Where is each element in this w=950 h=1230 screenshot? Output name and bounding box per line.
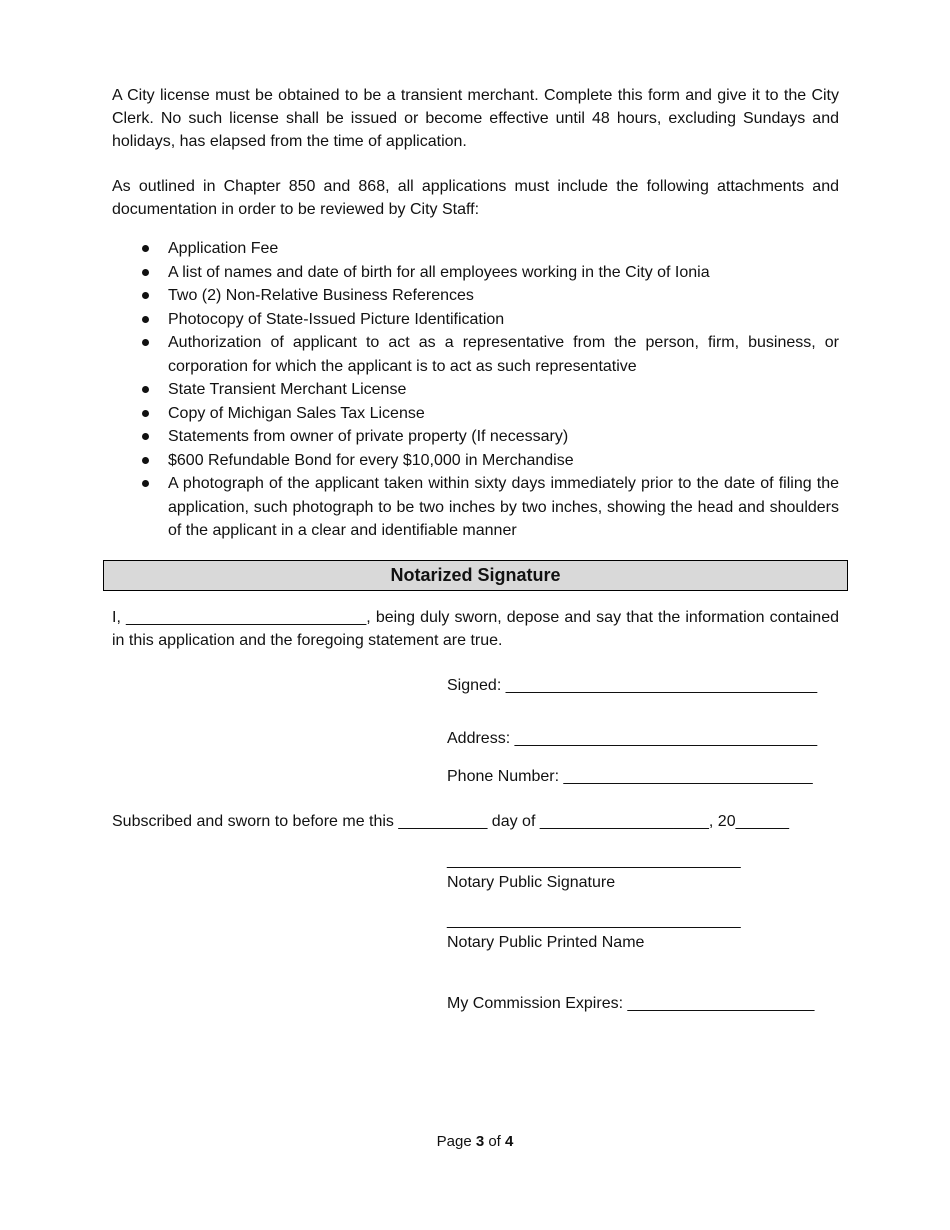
- list-item: $600 Refundable Bond for every $10,000 in Merchandise: [112, 449, 839, 473]
- signed-field[interactable]: Signed: ___________________________________: [447, 677, 818, 694]
- page-total: 4: [505, 1133, 514, 1150]
- requirements-list: [112, 237, 839, 543]
- footer-of: of: [484, 1133, 506, 1150]
- phone-number-field[interactable]: Phone Number: ____________________________: [447, 768, 813, 785]
- list-item: Two (2) Non-Relative Business References: [112, 284, 839, 308]
- page-footer: [0, 1132, 950, 1152]
- requirements-intro: As outlined in Chapter 850 and 868, all applications must include the following attachments and documentation in order to be reviewed by City Staff:: [112, 178, 839, 218]
- list-item: A photograph of the applicant taken within sixty days immediately prior to the date of filing the application, such photograph to be two inches by two inches, showing the head and shoulders of the applicant in a clear and identifiable manner: [112, 472, 839, 543]
- page-number: 3: [475, 1133, 485, 1150]
- notary-printed-name-label: Notary Public Printed Name: [447, 934, 645, 951]
- list-item: Application Fee: [112, 237, 839, 261]
- notary-signature-label: Notary Public Signature: [447, 874, 616, 891]
- list-item: Authorization of applicant to act as a representative from the person, firm, business, or corporation for which the applicant is to act as such representative: [112, 331, 839, 378]
- sworn-statement[interactable]: I, ___________________________, being duly sworn, depose and say that the information contained in this application and the foregoing statement are true.: [112, 609, 839, 649]
- list-item: Statements from owner of private property (If necessary): [112, 425, 839, 449]
- notarized-signature-heading: Notarized Signature: [103, 560, 848, 591]
- list-item: Copy of Michigan Sales Tax License: [112, 402, 839, 426]
- list-item: State Transient Merchant License: [112, 378, 839, 402]
- commission-expires-field[interactable]: My Commission Expires: _____________________: [447, 995, 815, 1012]
- footer-prefix: Page: [436, 1133, 476, 1150]
- intro-paragraph: A City license must be obtained to be a transient merchant. Complete this form and give it to the City Clerk. No such license shall be issued or become effective until 48 hours, excluding Sundays and holidays, has elapsed from the time of application.: [112, 87, 839, 150]
- subscribed-sworn-field[interactable]: Subscribed and sworn to before me this __________ day of ___________________, 20______: [112, 813, 789, 830]
- notary-signature-line[interactable]: _________________________________: [447, 852, 741, 869]
- list-item: A list of names and date of birth for all employees working in the City of Ionia: [112, 261, 839, 285]
- list-item: Photocopy of State-Issued Picture Identification: [112, 308, 839, 332]
- notary-printed-name-line[interactable]: _________________________________: [447, 912, 741, 929]
- address-field[interactable]: Address: __________________________________: [447, 730, 818, 747]
